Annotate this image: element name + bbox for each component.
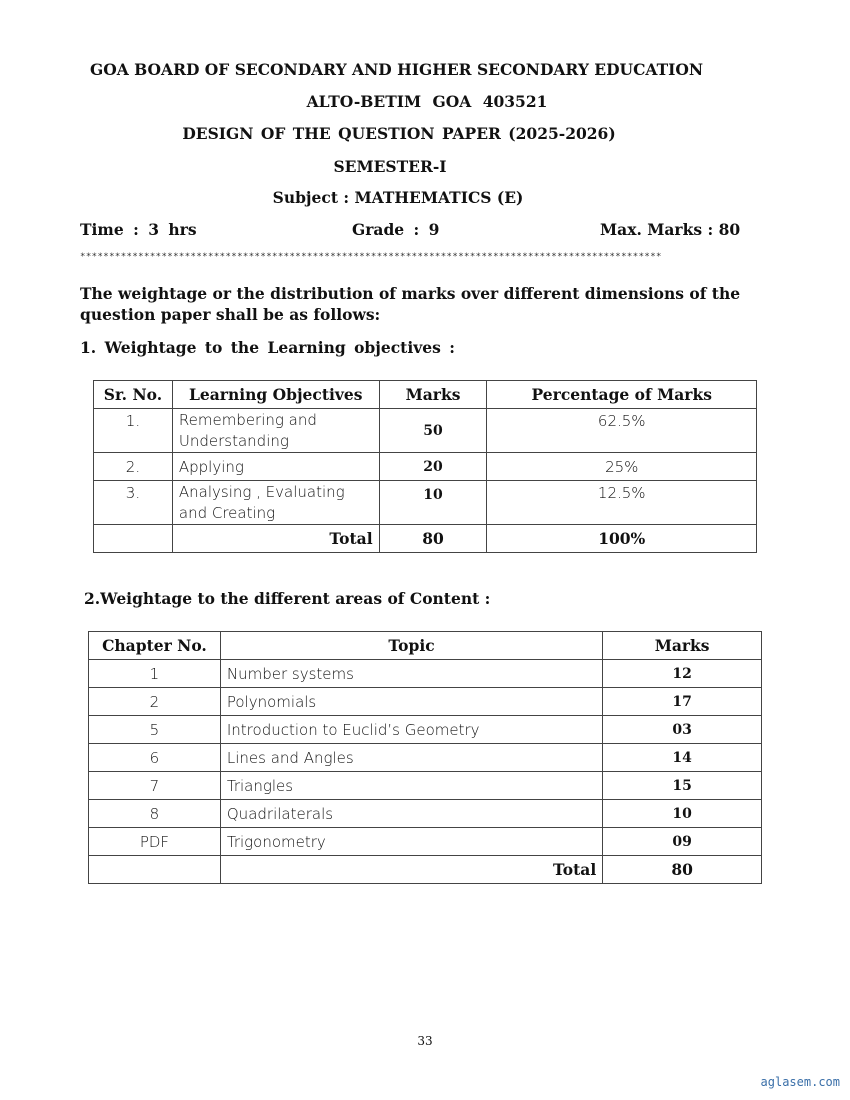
table-row	[94, 453, 757, 481]
marks: 10	[379, 481, 487, 525]
marks: 50	[379, 409, 487, 453]
table-header-row	[94, 381, 757, 409]
grade-label: Grade : 9	[352, 220, 440, 239]
topic: Lines and Angles	[220, 744, 602, 772]
marks: 12	[603, 660, 762, 688]
topic: Polynomials	[220, 688, 602, 716]
marks: 10	[603, 800, 762, 828]
sr-no: 3.	[94, 481, 173, 525]
subject-label: Subject : MATHEMATICS (E)	[272, 188, 524, 207]
percentage: 25%	[487, 453, 757, 481]
table-row	[94, 409, 757, 453]
table-row	[89, 716, 762, 744]
sr-no: 1.	[94, 409, 173, 453]
marks: 03	[603, 716, 762, 744]
objective: Remembering and Understanding	[172, 409, 379, 453]
total-marks: 80	[379, 525, 487, 553]
board-name: GOA BOARD OF SECONDARY AND HIGHER SECONDARY EDUCATION	[90, 60, 704, 79]
page-number: 33	[417, 1034, 433, 1048]
sr-no: 2.	[94, 453, 173, 481]
empty-cell	[89, 856, 221, 884]
table-row	[89, 772, 762, 800]
time-label: Time : 3 hrs	[80, 220, 197, 239]
content-areas-table	[88, 631, 762, 884]
header-learning-objectives: Learning Objectives	[172, 381, 379, 409]
objective: Applying	[172, 453, 379, 481]
table-row	[89, 660, 762, 688]
topic: Trigonometry	[220, 828, 602, 856]
marks: 17	[603, 688, 762, 716]
chapter-no: 6	[89, 744, 221, 772]
topic: Number systems	[220, 660, 602, 688]
table-row	[89, 688, 762, 716]
marks: 20	[379, 453, 487, 481]
table-row	[89, 828, 762, 856]
chapter-no: 7	[89, 772, 221, 800]
separator-line: ****************************************************************************************************	[80, 252, 662, 262]
table-header-row	[89, 632, 762, 660]
objective: Analysing , Evaluating and Creating	[172, 481, 379, 525]
total-percentage: 100%	[487, 525, 757, 553]
watermark: aglasem.com	[760, 1075, 840, 1089]
chapter-no: PDF	[89, 828, 221, 856]
intro-paragraph: The weightage or the distribution of marks over different dimensions of the question paper shall be as follows:	[80, 284, 741, 324]
total-label: Total	[172, 525, 379, 553]
topic: Quadrilaterals	[220, 800, 602, 828]
percentage: 62.5%	[487, 409, 757, 453]
chapter-no: 5	[89, 716, 221, 744]
chapter-no: 2	[89, 688, 221, 716]
total-label: Total	[220, 856, 602, 884]
table-row	[89, 744, 762, 772]
table-total-row	[94, 525, 757, 553]
max-marks-label: Max. Marks : 80	[600, 220, 741, 239]
learning-objectives-table	[93, 380, 757, 553]
header-percentage: Percentage of Marks	[487, 381, 757, 409]
table-row	[94, 481, 757, 525]
topic: Triangles	[220, 772, 602, 800]
topic: Introduction to Euclid’s Geometry	[220, 716, 602, 744]
header-marks: Marks	[379, 381, 487, 409]
table-total-row	[89, 856, 762, 884]
section2-title: 2.Weightage to the different areas of Content :	[84, 589, 491, 608]
percentage: 12.5%	[487, 481, 757, 525]
design-title: DESIGN OF THE QUESTION PAPER (2025-2026)	[182, 124, 616, 143]
header-topic: Topic	[220, 632, 602, 660]
header-marks: Marks	[603, 632, 762, 660]
total-marks: 80	[603, 856, 762, 884]
marks: 15	[603, 772, 762, 800]
chapter-no: 8	[89, 800, 221, 828]
board-address: ALTO-BETIM GOA 403521	[306, 92, 548, 111]
semester-label: SEMESTER-I	[333, 157, 447, 176]
header-sr-no: Sr. No.	[94, 381, 173, 409]
marks: 14	[603, 744, 762, 772]
header-chapter-no: Chapter No.	[89, 632, 221, 660]
marks: 09	[603, 828, 762, 856]
chapter-no: 1	[89, 660, 221, 688]
table-row	[89, 800, 762, 828]
section1-title: 1. Weightage to the Learning objectives :	[80, 338, 455, 357]
empty-cell	[94, 525, 173, 553]
